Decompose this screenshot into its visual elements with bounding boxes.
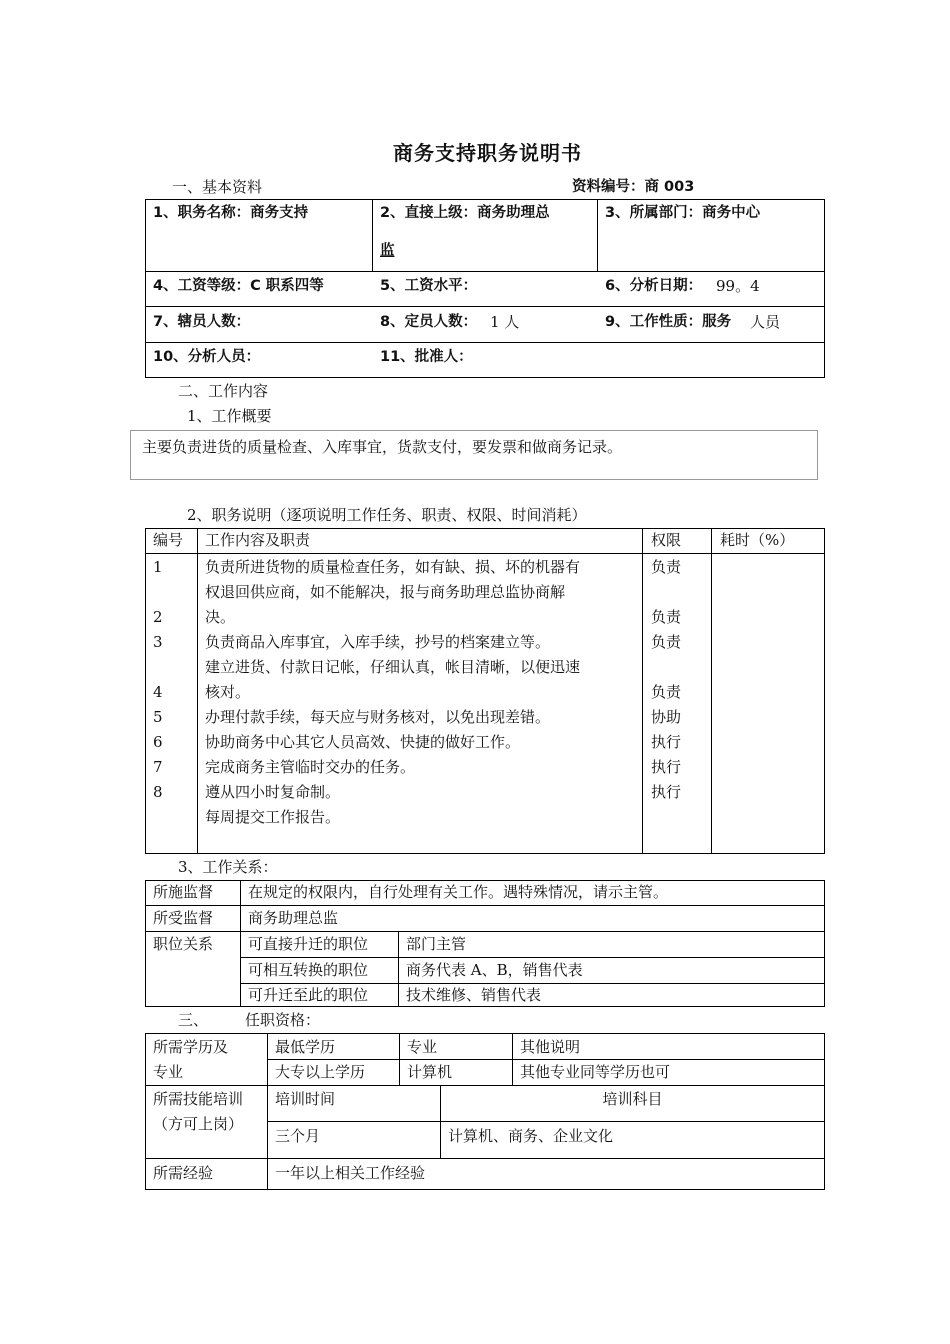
duty-line: 核对。 <box>205 683 251 701</box>
salary-grade-field: 4、工资等级：C 职系四等 <box>153 278 324 294</box>
qualifications-heading: 任职资格： <box>245 1011 321 1029</box>
qualifications-heading-number: 三、 <box>178 1011 209 1029</box>
subordinates-field: 7、辖员人数： <box>153 314 251 330</box>
duty-authority: 负责 <box>651 683 682 701</box>
duty-line: 决。 <box>205 608 236 626</box>
training-time-value: 三个月 <box>275 1127 321 1145</box>
document-number: 资料编号：商 003 <box>572 179 695 195</box>
approver-field: 11、批准人： <box>380 349 473 365</box>
supervise-label: 所施监督 <box>153 883 214 901</box>
duty-authority: 执行 <box>651 783 682 801</box>
promotion-from-label: 可升迁至此的职位 <box>248 986 369 1004</box>
supervised-value: 商务助理总监 <box>248 909 339 927</box>
work-relations-heading: 3、工作关系： <box>178 858 278 876</box>
promotion-to-label: 可直接升迁的职位 <box>248 935 369 953</box>
major-header: 专业 <box>407 1038 438 1056</box>
duty-authority: 负责 <box>651 633 682 651</box>
other-notes-value: 其他专业同等学历也可 <box>520 1063 671 1081</box>
duty-header-no: 编号 <box>153 531 184 549</box>
analyst-field: 10、分析人员： <box>153 349 261 365</box>
duty-number: 3 <box>153 633 163 651</box>
headcount-value: 1 人 <box>490 313 520 331</box>
position-relations-label: 职位关系 <box>153 935 214 953</box>
duty-number: 4 <box>153 683 163 701</box>
duty-authority: 协助 <box>651 708 682 726</box>
duty-authority: 执行 <box>651 758 682 776</box>
duty-line: 遵从四小时复命制。 <box>205 783 341 801</box>
duty-number: 8 <box>153 783 163 801</box>
duty-description-heading: 2、职务说明（逐项说明工作任务、职责、权限、时间消耗） <box>187 506 587 524</box>
experience-label: 所需经验 <box>153 1164 214 1182</box>
direct-supervisor-field: 2、直接上级：商务助理总 <box>380 205 550 221</box>
duty-line: 完成商务主管临时交办的任务。 <box>205 758 416 776</box>
section-basic-info-heading: 一、基本资料 <box>172 178 263 196</box>
duty-line: 办理付款手续，每天应与财务核对，以免出现差错。 <box>205 708 551 726</box>
duty-line: 每周提交工作报告。 <box>205 808 341 826</box>
other-notes-header: 其他说明 <box>520 1038 581 1056</box>
training-time-header: 培训时间 <box>275 1090 336 1108</box>
training-label: 所需技能培训 <box>153 1090 244 1108</box>
analysis-date-label: 6、分析日期： <box>605 278 703 294</box>
work-nature-value: 人员 <box>750 313 781 331</box>
salary-level-field: 5、工资水平： <box>380 278 478 294</box>
major-value: 计算机 <box>407 1063 453 1081</box>
transfer-label: 可相互转换的职位 <box>248 961 369 979</box>
training-subjects-header: 培训科目 <box>602 1090 663 1108</box>
duty-number: 2 <box>153 608 163 626</box>
experience-value: 一年以上相关工作经验 <box>275 1164 426 1182</box>
duty-number: 7 <box>153 758 163 776</box>
duty-line: 负责所进货物的质量检查任务，如有缺、损、坏的机器有 <box>205 558 581 576</box>
duty-number: 6 <box>153 733 163 751</box>
duty-authority: 负责 <box>651 558 682 576</box>
min-education-value: 大专以上学历 <box>275 1063 366 1081</box>
duty-number: 1 <box>153 558 163 576</box>
transfer-value: 商务代表 A、B，销售代表 <box>406 961 583 979</box>
department-field: 3、所属部门：商务中心 <box>605 205 761 221</box>
training-subjects-value: 计算机、商务、企业文化 <box>448 1127 614 1145</box>
supervise-value: 在规定的权限内，自行处理有关工作。遇特殊情况，请示主管。 <box>248 883 669 901</box>
direct-supervisor-field-cont: 监 <box>380 243 395 259</box>
headcount-label: 8、定员人数： <box>380 314 478 330</box>
education-label-cont: 专业 <box>153 1063 184 1081</box>
duty-number: 5 <box>153 708 163 726</box>
supervised-label: 所受监督 <box>153 909 214 927</box>
min-education-header: 最低学历 <box>275 1038 336 1056</box>
promotion-to-value: 部门主管 <box>406 935 467 953</box>
duty-authority: 执行 <box>651 733 682 751</box>
work-summary-heading: 1、工作概要 <box>187 407 272 425</box>
promotion-from-value: 技术维修、销售代表 <box>406 986 542 1004</box>
duty-header-content: 工作内容及职责 <box>205 531 311 549</box>
duty-line: 权退回供应商，如不能解决，报与商务助理总监协商解 <box>205 583 566 601</box>
work-nature-label: 9、工作性质：服务 <box>605 314 732 330</box>
analysis-date-value: 99。4 <box>716 277 760 295</box>
duty-line: 负责商品入库事宜，入库手续，抄号的档案建立等。 <box>205 633 551 651</box>
training-label-cont: （方可上岗） <box>153 1115 244 1133</box>
duty-header-authority: 权限 <box>651 531 682 549</box>
page-title: 商务支持职务说明书 <box>393 141 582 165</box>
duty-authority: 负责 <box>651 608 682 626</box>
duty-line: 协助商务中心其它人员高效、快捷的做好工作。 <box>205 733 521 751</box>
work-summary-text: 主要负责进货的质量检查、入库事宜，货款支付，要发票和做商务记录。 <box>142 438 623 456</box>
section-work-content-heading: 二、工作内容 <box>178 382 269 400</box>
education-label: 所需学历及 <box>153 1038 229 1056</box>
duty-header-time: 耗时（%） <box>720 531 795 549</box>
duty-line: 建立进货、付款日记帐，仔细认真，帐目清晰，以便迅速 <box>205 658 581 676</box>
job-title-field: 1、职务名称：商务支持 <box>153 205 309 221</box>
